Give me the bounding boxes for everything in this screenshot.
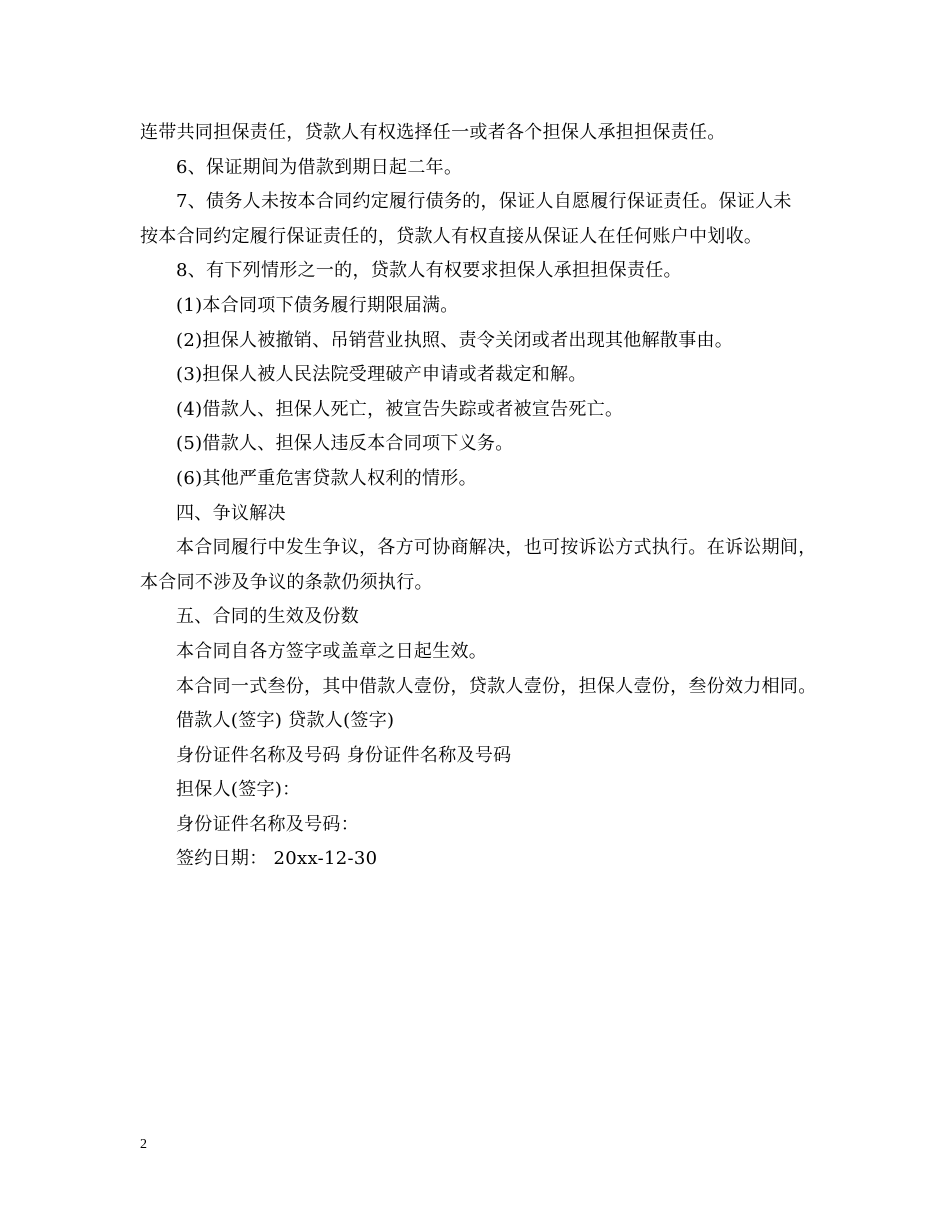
list-item: (6)其他严重危害贷款人权利的情形。 — [176, 467, 477, 489]
signature-line: 身份证件名称及号码： — [176, 813, 359, 835]
section-heading: 五、合同的生效及份数 — [176, 606, 359, 628]
signing-date: 签约日期： 20xx-12-30 — [176, 848, 378, 870]
paragraph-line: 本合同一式叁份，其中借款人壹份，贷款人壹份，担保人壹份，叁份效力相同。 — [176, 675, 817, 697]
signature-line: 身份证件名称及号码 身份证件名称及号码 — [176, 744, 512, 766]
signature-line: 担保人(签字)： — [176, 779, 301, 801]
section-heading: 四、争议解决 — [176, 502, 286, 524]
paragraph-line: 8、有下列情形之一的，贷款人有权要求担保人承担担保责任。 — [176, 260, 682, 282]
paragraph-line: 本合同自各方签字或盖章之日起生效。 — [176, 640, 488, 662]
paragraph-line: 6、保证期间为借款到期日起二年。 — [176, 156, 463, 178]
list-item: (1)本合同项下债务履行期限届满。 — [176, 294, 459, 316]
signature-line: 借款人(签字) 贷款人(签字) — [176, 710, 395, 732]
paragraph-line: 按本合同约定履行保证责任的，贷款人有权直接从保证人在任何账户中划收。 — [140, 225, 763, 247]
paragraph-line: 连带共同担保责任，贷款人有权选择任一或者各个担保人承担担保责任。 — [140, 122, 726, 143]
list-item: (3)担保人被人民法院受理破产申请或者裁定和解。 — [176, 364, 587, 386]
paragraph-line: 7、债务人未按本合同约定履行债务的，保证人自愿履行保证责任。保证人未 — [176, 191, 792, 213]
paragraph-line: 本合同不涉及争议的条款仍须执行。 — [140, 571, 433, 593]
paragraph-line: 本合同履行中发生争议，各方可协商解决，也可按诉讼方式执行。在诉讼期间， — [176, 537, 817, 559]
list-item: (2)担保人被撤销、吊销营业执照、责令关闭或者出现其他解散事由。 — [176, 329, 734, 351]
document-body — [140, 116, 830, 877]
page-number: 2 — [140, 1137, 147, 1152]
list-item: (4)借款人、担保人死亡，被宣告失踪或者被宣告死亡。 — [176, 398, 624, 420]
list-item: (5)借款人、担保人违反本合同项下义务。 — [176, 433, 514, 455]
